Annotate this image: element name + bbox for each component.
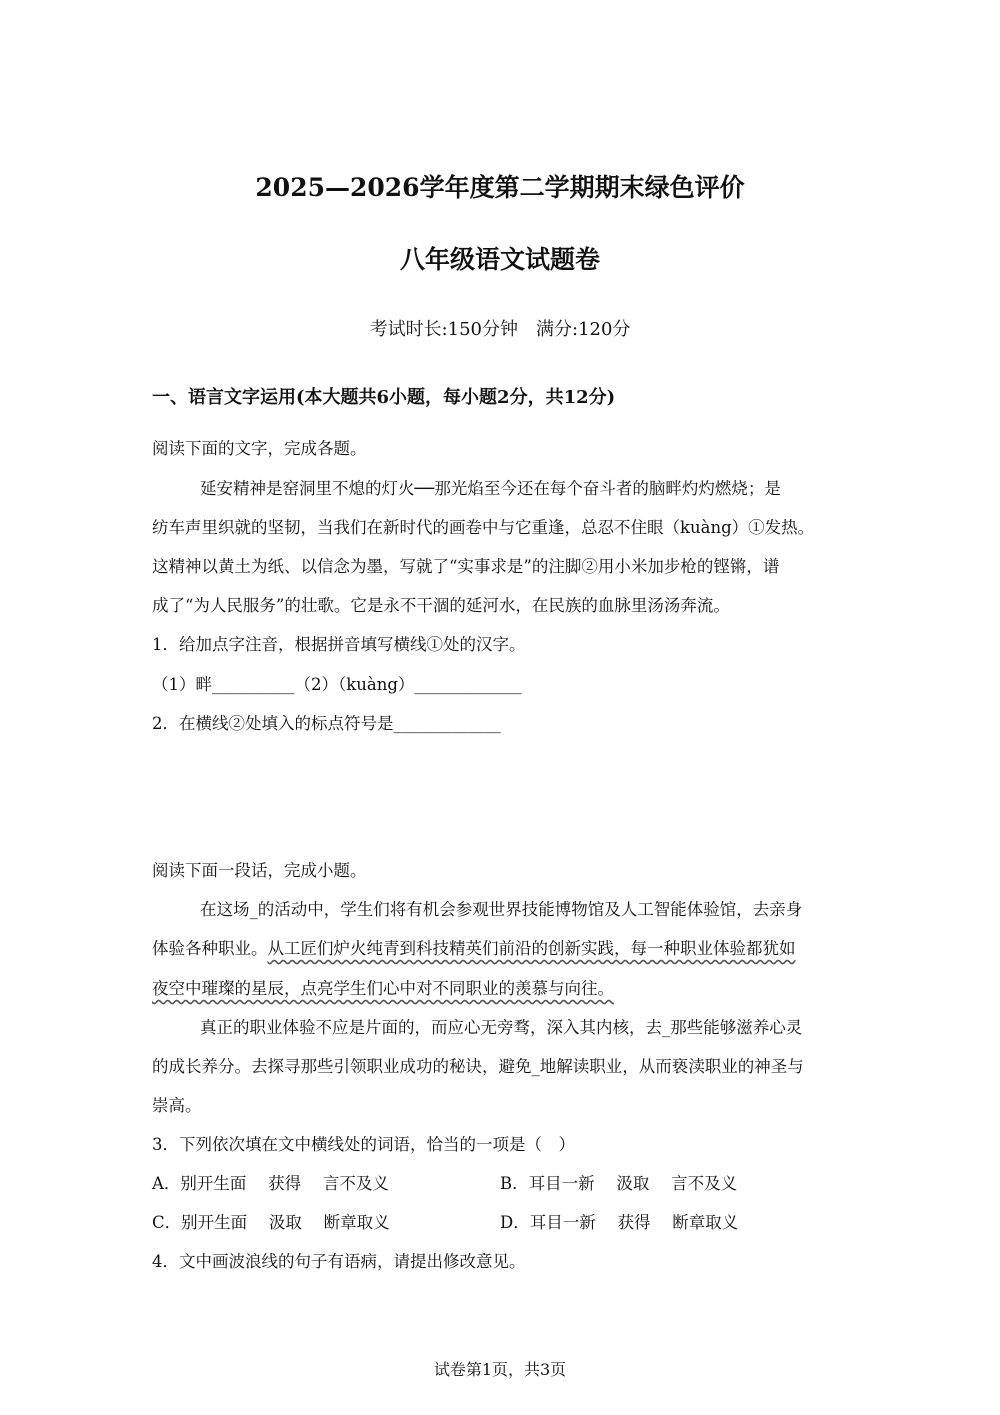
- passage1-line-3: 这精神以黄土为纸、以信念为墨，写就了“实事求是”的注脚②用小米加步枪的铿锵，谱: [152, 557, 780, 576]
- question-2: 2．在横线②处填入的标点符号是_____________: [152, 714, 501, 733]
- reading-intro-2: 阅读下面一段话，完成小题。: [152, 861, 367, 880]
- passage2-line-6: 崇高。: [152, 1096, 202, 1115]
- option-d: D．耳目一新 获得 断章取义: [500, 1213, 739, 1232]
- passage2-line-3: [152, 978, 614, 1000]
- option-c: C．别开生面 汲取 断章取义: [152, 1213, 390, 1232]
- passage2-line-4: 真正的职业体验不应是片面的，而应心无旁骛，深入其内核，去_那些能够滋养心灵: [200, 1018, 803, 1037]
- passage2-line-2a: 体验各种职业。: [152, 939, 268, 958]
- question-1: 1．给加点字注音，根据拼音填写横线①处的汉字。: [152, 635, 526, 654]
- page-footer: 试卷第1页，共3页: [433, 1360, 567, 1379]
- passage1-line-2: 纺车声里织就的坚韧，当我们在新时代的画卷中与它重逢，总忍不住眼（kuàng）①发热。: [152, 518, 815, 537]
- exam-subtitle: 八年级语文试题卷: [399, 245, 600, 274]
- passage1-line-4: 成了“为人民服务”的壮歌。它是永不干涸的延河水，在民族的血脉里汤汤奔流。: [152, 596, 730, 615]
- question-1-blanks: （1）畔__________（2）（kuàng）_____________: [152, 675, 522, 694]
- exam-title: 2025—2026学年度第二学期期末绿色评价: [255, 173, 745, 202]
- option-b: B．耳目一新 汲取 言不及义: [500, 1174, 738, 1193]
- passage2-line-2: [152, 938, 796, 960]
- wavy-sentence-part-1: 从工匠们炉火纯青到科技精英们前沿的创新实践，每一种职业体验都犹如: [267, 939, 796, 958]
- exam-info: 考试时长:150分钟 满分:120分: [369, 319, 631, 340]
- passage1-line-1: 延安精神是窑洞里不熄的灯火──那光焰至今还在每个奋斗者的脑畔灼灼燃烧；是: [200, 479, 781, 498]
- question-3: 3．下列依次填在文中横线处的词语，恰当的一项是（ ）: [152, 1135, 575, 1154]
- passage2-line-1: 在这场_的活动中，学生们将有机会参观世界技能博物馆及人工智能体验馆，去亲身: [200, 900, 803, 919]
- passage2-line-5: 的成长养分。去探寻那些引领职业成功的秘诀，避免_地解读职业，从而亵渎职业的神圣与: [152, 1057, 804, 1076]
- reading-intro-1: 阅读下面的文字，完成各题。: [152, 439, 367, 458]
- option-a: A．别开生面 获得 言不及义: [152, 1174, 389, 1193]
- wavy-sentence-part-2: 夜空中璀璨的星辰，点亮学生们心中对不同职业的羡慕与向往。: [152, 979, 614, 998]
- section-heading: 一、语言文字运用(本大题共6小题，每小题2分，共12分): [152, 387, 616, 408]
- question-4: 4．文中画波浪线的句子有语病，请提出修改意见。: [152, 1252, 526, 1271]
